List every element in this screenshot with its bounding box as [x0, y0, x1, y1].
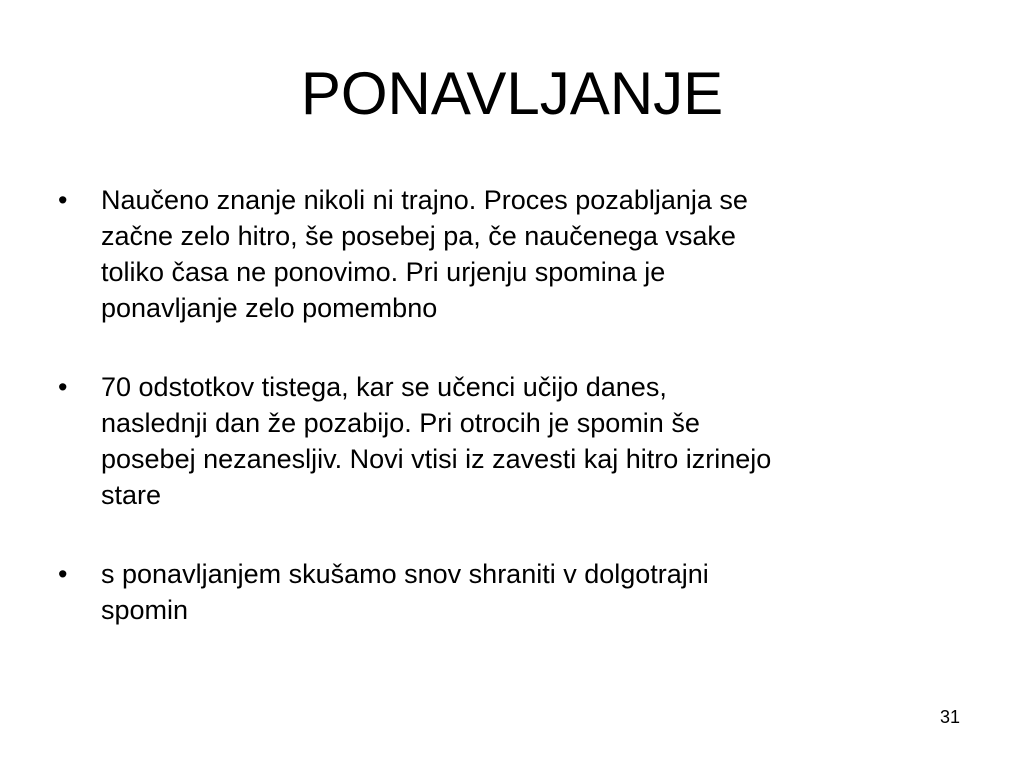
bullet-line: Naučeno znanje nikoli ni trajno. Proces pozabljanja se	[101, 185, 748, 215]
bullet-dot-icon: •	[58, 372, 68, 402]
bullet-text	[101, 369, 978, 513]
bullet-line: naslednji dan že pozabijo. Pri otrocih je spomin še	[101, 408, 700, 438]
bullet-line: ponavljanje zelo pomembno	[101, 293, 438, 323]
page-number: 31	[939, 707, 960, 727]
bullet-dot-icon: •	[58, 185, 68, 215]
bullet-line: stare	[101, 480, 162, 510]
bullet-line: začne zelo hitro, še posebej pa, če naučenega vsake	[101, 221, 736, 251]
bullet-line: 70 odstotkov tistega, kar se učenci učijo danes,	[101, 372, 667, 402]
bullet-line: spomin	[101, 595, 189, 625]
bullet-item-1	[58, 182, 978, 326]
bullet-dot-icon: •	[58, 559, 68, 589]
bullet-item-2	[58, 369, 978, 513]
bullet-text	[101, 182, 978, 326]
slide-title: PONAVLJANJE	[300, 60, 724, 127]
bullet-item-3	[58, 556, 978, 628]
bullet-text	[101, 556, 978, 628]
bullet-line: posebej nezanesljiv. Novi vtisi iz zavesti kaj hitro izrinejo	[101, 444, 772, 474]
bullet-line: s ponavljanjem skušamo snov shraniti v dolgotrajni	[101, 559, 709, 589]
bullet-line: toliko časa ne ponovimo. Pri urjenju spomina je	[101, 257, 666, 287]
bullet-list	[58, 182, 978, 628]
